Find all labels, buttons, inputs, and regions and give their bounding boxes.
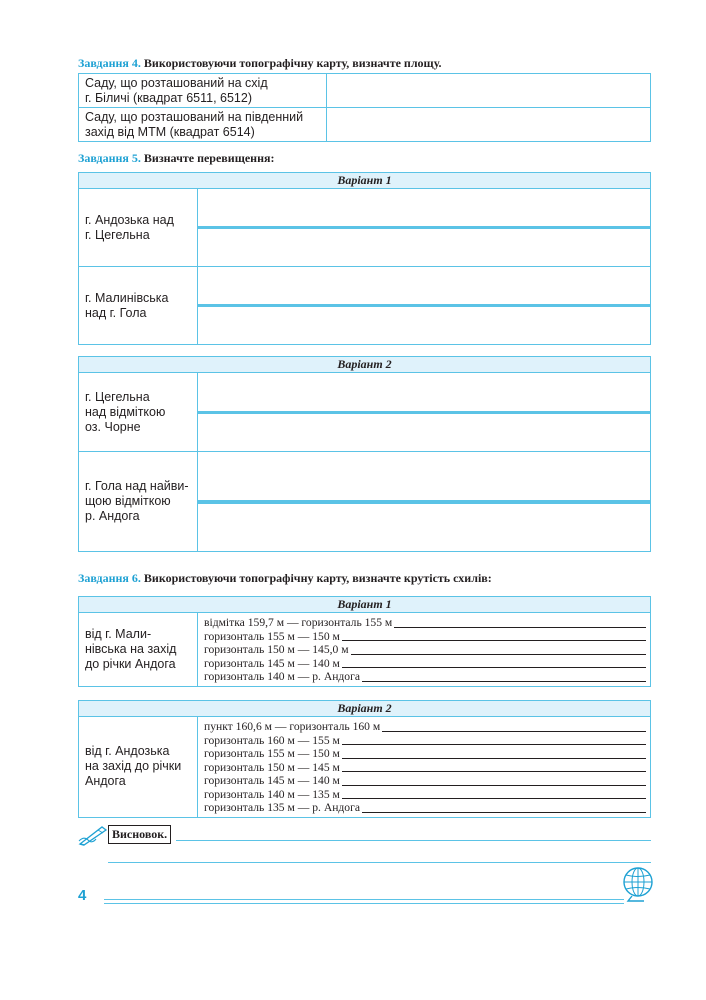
list-item[interactable]: відмітка 159,7 м — горизонталь 155 м: [204, 616, 646, 630]
task6-heading: Завдання 6. Використовуючи топографічну карту, визначте крутість схилів:: [78, 571, 492, 585]
variant-header: Варіант 1: [79, 597, 651, 613]
globe-icon: [620, 866, 656, 902]
list-item[interactable]: горизонталь 140 м — 135 м: [204, 788, 646, 802]
task5-row-label: г. Андозька над г. Цегельна: [79, 189, 198, 267]
variant-header: Варіант 2: [79, 701, 651, 717]
list-item[interactable]: пункт 160,6 м — горизонталь 160 м: [204, 720, 646, 734]
task5-row-label: г. Цегельна над відміткою оз. Чорне: [79, 373, 198, 452]
variant-header: Варіант 2: [79, 357, 651, 373]
list-item[interactable]: горизонталь 160 м — 155 м: [204, 734, 646, 748]
list-item[interactable]: горизонталь 155 м — 150 м: [204, 747, 646, 761]
task4-row-label: Саду, що розташований на схід г. Біличі (квадрат 6511, 6512): [79, 74, 327, 108]
variant-header: Варіант 1: [79, 173, 651, 189]
answer-lines[interactable]: [198, 267, 651, 345]
task5-row-label: г. Гола над найви- щою відміткою р. Андога: [79, 452, 198, 552]
table-row: [79, 108, 651, 142]
conclusion-answer-line[interactable]: [176, 840, 651, 841]
footer-rule: [104, 903, 624, 904]
task4-heading: Завдання 4. Використовуючи топографічну карту, визначте площу.: [78, 56, 442, 70]
task6-row-label: від г. Мали- нівська на захід до річки Андога: [79, 613, 198, 687]
slope-list: [198, 717, 651, 818]
list-item[interactable]: горизонталь 150 м — 145 м: [204, 761, 646, 775]
task6-variant1-table: [78, 596, 651, 687]
conclusion-answer-line[interactable]: [108, 862, 651, 863]
pen-writing-icon: [78, 824, 108, 846]
task5-variant2-table: [78, 356, 651, 552]
table-row: [79, 373, 651, 452]
list-item[interactable]: горизонталь 145 м — 140 м: [204, 657, 646, 671]
table-row: [79, 74, 651, 108]
page-number: 4: [78, 887, 87, 904]
task6-row-label: від г. Андозька на захід до річки Андога: [79, 717, 198, 818]
answer-cell[interactable]: [327, 108, 651, 142]
table-row: [79, 452, 651, 552]
task4-row-label: Саду, що розташований на південний захід від МТМ (квадрат 6514): [79, 108, 327, 142]
task4-table: [78, 73, 651, 142]
answer-lines[interactable]: [198, 452, 651, 552]
table-row: [79, 613, 651, 687]
table-row: [79, 717, 651, 818]
task6-variant2-table: [78, 700, 651, 818]
answer-lines[interactable]: [198, 373, 651, 452]
list-item[interactable]: горизонталь 140 м — р. Андога: [204, 670, 646, 684]
answer-cell[interactable]: [327, 74, 651, 108]
footer-rule: [104, 899, 624, 900]
list-item[interactable]: горизонталь 150 м — 145,0 м: [204, 643, 646, 657]
list-item[interactable]: горизонталь 145 м — 140 м: [204, 774, 646, 788]
task5-heading: Завдання 5. Визначте перевищення:: [78, 151, 275, 165]
table-row: [79, 267, 651, 345]
task5-row-label: г. Малинівська над г. Гола: [79, 267, 198, 345]
answer-lines[interactable]: [198, 189, 651, 267]
conclusion-label: Висновок.: [108, 825, 171, 844]
list-item[interactable]: горизонталь 135 м — р. Андога: [204, 801, 646, 815]
task5-variant1-table: [78, 172, 651, 345]
list-item[interactable]: горизонталь 155 м — 150 м: [204, 630, 646, 644]
slope-list: [198, 613, 651, 687]
table-row: [79, 189, 651, 267]
